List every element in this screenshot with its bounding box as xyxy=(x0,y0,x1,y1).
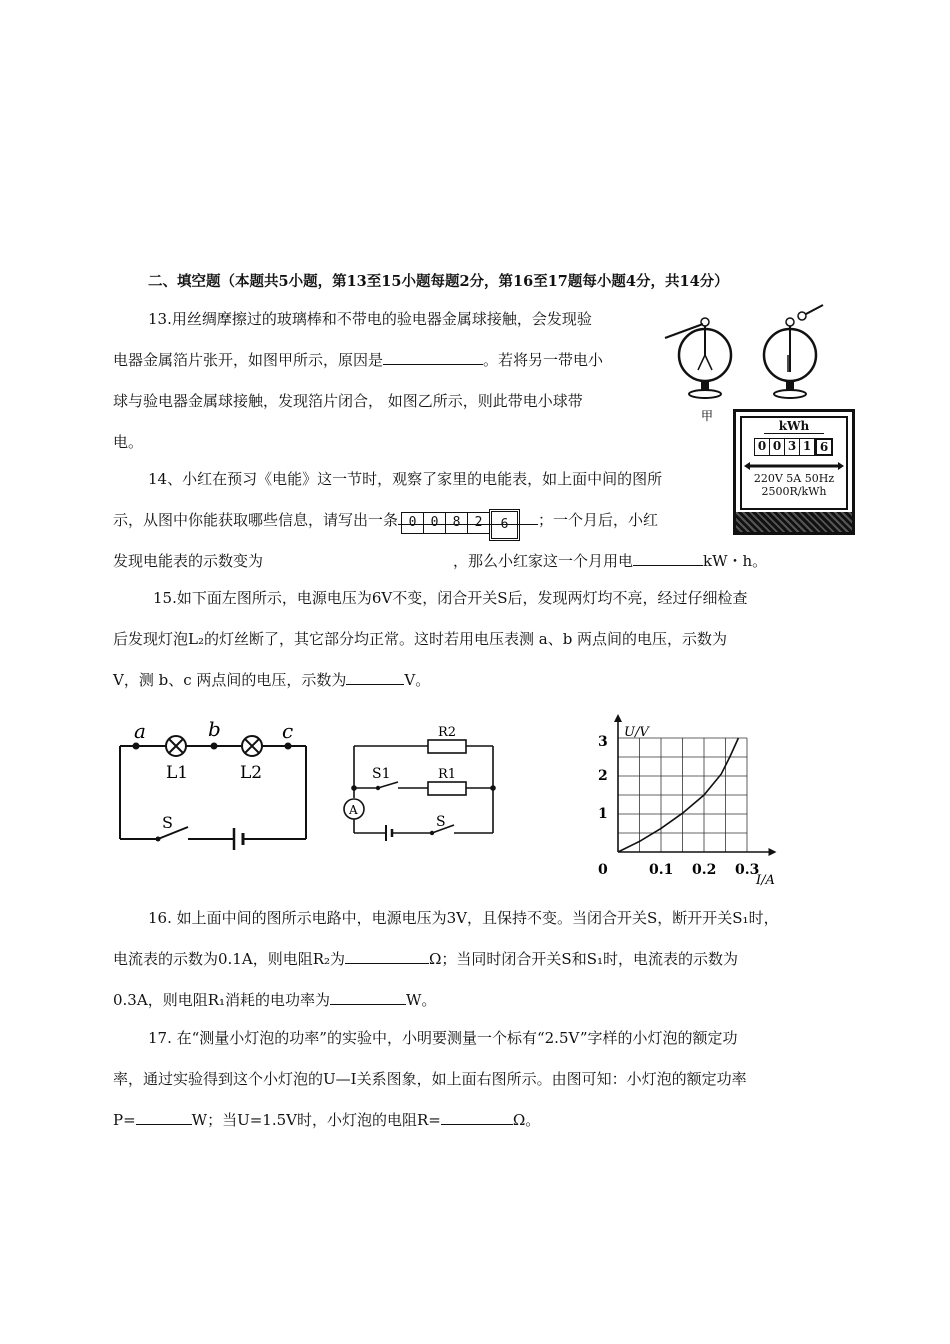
chart-ylabel: U/V xyxy=(624,725,649,740)
electroscope-figure xyxy=(655,300,835,425)
label-s-left: S xyxy=(162,813,173,832)
y-tick-label: 2 xyxy=(598,768,608,784)
q17-blank-power[interactable] xyxy=(136,1110,192,1125)
chart-tick-labels xyxy=(598,734,759,878)
meter-digit: 3 xyxy=(785,438,800,456)
meter-unit: kWh xyxy=(764,419,824,434)
q14-line2 xyxy=(113,510,658,530)
x-axis-arrow-icon xyxy=(769,848,777,856)
y-tick-label: 1 xyxy=(598,806,608,822)
q15-line3-text-a: V，测 b、c 两点间的电压，示数为 xyxy=(113,671,347,689)
label-s-mid: S xyxy=(436,814,446,830)
meter-spec: 220V 5A 50Hz xyxy=(753,472,835,485)
circuit-middle xyxy=(328,712,508,844)
ammeter-icon: A xyxy=(349,803,358,817)
q17-line1: 17. 在“测量小灯泡的功率”的实验中，小明要测量一个标有“2.5V”字样的小灯泡的额定功 xyxy=(148,1029,738,1047)
q16-line3 xyxy=(113,990,436,1010)
q16-line2 xyxy=(113,949,738,969)
q14-line1: 14、小红在预习《电能》这一节时，观察了家里的电能表，如上面中间的图所 xyxy=(148,470,663,488)
terminal-b-dot xyxy=(211,743,218,750)
q15-blank-voltage[interactable] xyxy=(346,670,404,685)
label-jia: 甲 xyxy=(701,409,714,423)
meter-digit: 0 xyxy=(754,438,770,456)
y-tick-label: 3 xyxy=(598,734,608,750)
q17-line3-text-b: W；当U=1.5V时，小灯泡的电阻R= xyxy=(191,1111,441,1129)
electroscope-b xyxy=(764,305,823,398)
chart-xlabel: I/A xyxy=(756,873,775,888)
q13-line2 xyxy=(113,350,603,370)
q13-line2-text-a: 电器金属箔片张开，如图甲所示，原因是 xyxy=(113,351,384,369)
label-b: b xyxy=(208,717,221,741)
q13-line3: 球与验电器金属球接触，发现箔片闭合， 如图乙所示，则此带电小球带 xyxy=(113,392,583,410)
electricity-meter xyxy=(733,409,855,535)
q14-line2-text-a: 示，从图中你能获取哪些信息，请写出一条 xyxy=(113,511,399,529)
q14-line3a: 发现电能表的示数变为 xyxy=(113,552,264,570)
q15-line3-text-b: V。 xyxy=(404,671,431,689)
q15-line2: 后发现灯泡L₂的灯丝断了，其它部分均正常。这时若用电压表测 a、b 两点间的电压，示数为 xyxy=(113,630,728,648)
label-s1: S1 xyxy=(372,766,391,782)
q17-line2: 率，通过实验得到这个小灯泡的U—I关系图象，如上面右图所示。由图可知：小灯泡的额定功率 xyxy=(113,1070,747,1088)
circuit-left xyxy=(110,712,320,862)
q16-line2-text-a: 电流表的示数为0.1A，则电阻R₂为 xyxy=(113,950,345,968)
q16-line2-text-b: Ω；当同时闭合开关S和S₁时，电流表的示数为 xyxy=(429,950,739,968)
x-tick-label: 0.3 xyxy=(735,862,760,878)
q14-line3b xyxy=(453,551,767,571)
meter-arrow-icon xyxy=(744,460,844,472)
q15-line3 xyxy=(113,670,430,690)
terminal-c-dot xyxy=(285,743,292,750)
q13-line1: 13.用丝绸摩擦过的玻璃棒和不带电的验电器金属球接触，会发现验 xyxy=(148,310,592,328)
label-r1: R1 xyxy=(438,767,457,782)
q17-blank-resistance[interactable] xyxy=(441,1110,513,1125)
q14-new-meter-reading xyxy=(401,512,520,541)
meter-face xyxy=(740,416,848,510)
q14-line2-text-b: ；一个月后，小红 xyxy=(538,511,659,529)
chart-grid xyxy=(618,738,747,852)
q13-line2-text-b: 。若将另一带电小 xyxy=(483,351,604,369)
reading-digit: 0 xyxy=(423,512,445,534)
q16-line3-text-a: 0.3A，则电阻R₁消耗的电功率为 xyxy=(113,991,330,1009)
q15-line1: 15.如下面左图所示，电源电压为6V不变，闭合开关S后，发现两灯均不亮，经过仔细检查 xyxy=(153,589,748,607)
meter-digit: 0 xyxy=(770,438,785,456)
q16-blank-power[interactable] xyxy=(330,990,406,1005)
label-l2: L2 xyxy=(240,763,263,783)
meter-digit-row xyxy=(754,438,846,456)
label-l1: L1 xyxy=(166,763,189,783)
label-a: a xyxy=(134,719,146,743)
q16-line1: 16. 如上面中间的图所示电路中，电源电压为3V，且保持不变。当闭合开关S，断开开关S₁时， xyxy=(148,909,779,927)
terminal-a-dot xyxy=(133,743,140,750)
reading-digit: 0 xyxy=(401,512,423,534)
label-c: c xyxy=(282,719,294,743)
reading-digit: 2 xyxy=(467,512,489,534)
q14-blank-energy[interactable] xyxy=(633,551,703,566)
meter-rate: 2500R/kWh xyxy=(761,485,827,498)
meter-digit-last: 6 xyxy=(815,438,833,456)
section-title: 二、填空题（本题共5小题，第13至15小题每题2分，第16至17题每小题4分，共14分） xyxy=(148,273,729,290)
label-r2: R2 xyxy=(438,725,457,740)
meter-digit: 1 xyxy=(800,438,815,456)
x-tick-label: 0.1 xyxy=(649,862,674,878)
ui-chart xyxy=(588,712,788,892)
q16-line3-text-b: W。 xyxy=(406,991,437,1009)
q16-blank-r2[interactable] xyxy=(345,949,429,964)
q14-line3-unit: kW・h。 xyxy=(703,552,768,570)
meter-base xyxy=(736,512,852,532)
chart-origin-label: 0 xyxy=(598,862,608,878)
x-tick-label: 0.2 xyxy=(692,862,717,878)
q17-line3-text-c: Ω。 xyxy=(512,1111,541,1129)
q17-line3-text-a: P= xyxy=(113,1111,136,1129)
y-axis-arrow-icon xyxy=(614,714,622,722)
reading-digit-last: 6 xyxy=(489,509,520,541)
q17-line3 xyxy=(113,1110,540,1130)
q13-line4: 电。 xyxy=(113,433,144,451)
q14-line3-text-b: ，那么小红家这一个月用电 xyxy=(453,552,634,570)
electroscope-a xyxy=(665,318,731,398)
reading-digit: 8 xyxy=(445,512,467,534)
q13-blank-reason[interactable] xyxy=(383,350,483,365)
